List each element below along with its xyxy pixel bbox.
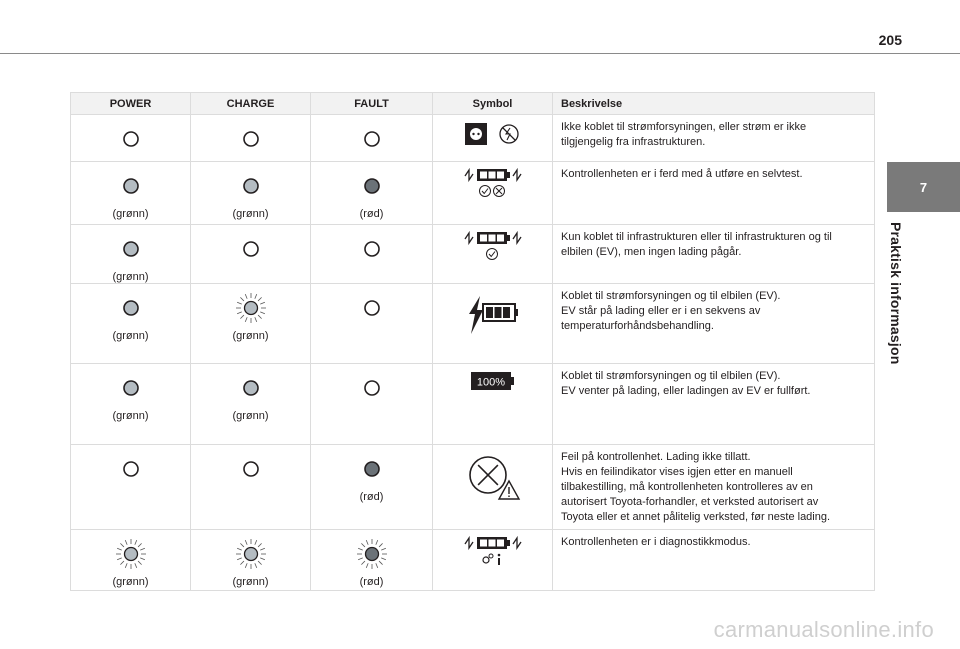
description-line: temperaturforhåndsbehandling. bbox=[561, 320, 714, 332]
fault-cell bbox=[311, 284, 433, 364]
fault-lamp-icon bbox=[356, 372, 388, 404]
symbol-cell bbox=[433, 284, 553, 364]
connected-infra-icon bbox=[463, 231, 523, 263]
symbol-cell bbox=[433, 364, 553, 445]
charge-cell bbox=[191, 445, 311, 530]
table-row bbox=[71, 162, 875, 225]
table-row bbox=[71, 225, 875, 284]
top-rule bbox=[0, 53, 960, 54]
charge-lamp-icon bbox=[235, 123, 267, 155]
watermark: carmanualsonline.info bbox=[713, 617, 934, 642]
page-number: 205 bbox=[878, 32, 902, 48]
charge-lamp-icon bbox=[235, 372, 267, 404]
description-cell bbox=[553, 530, 875, 591]
charge-lamp-icon bbox=[235, 453, 267, 485]
description-line: Koblet til strømforsyningen og til elbilen (EV). bbox=[561, 290, 781, 302]
lamp-color-label: (grønn) bbox=[232, 576, 269, 588]
charge-cell bbox=[191, 162, 311, 225]
lamp-color-label: (grønn) bbox=[112, 410, 149, 422]
fault-cell bbox=[311, 115, 433, 162]
diagnostic-icon bbox=[463, 536, 523, 568]
symbol-cell bbox=[433, 225, 553, 284]
plug-no-power-icon bbox=[461, 121, 525, 149]
battery-full-icon bbox=[469, 370, 517, 392]
table-row bbox=[71, 115, 875, 162]
header-description: Beskrivelse bbox=[553, 93, 875, 115]
battery-percent-text: 100% bbox=[476, 376, 505, 389]
description-line: tilbakestilling, må kontrollenheten kontrolleres av en bbox=[561, 481, 813, 493]
table-header-row bbox=[71, 93, 875, 115]
lamp-color-label: (grønn) bbox=[112, 576, 149, 588]
chapter-tab[interactable] bbox=[887, 162, 960, 212]
lamp-color-label: (grønn) bbox=[232, 208, 269, 220]
description-cell bbox=[553, 225, 875, 284]
charge-lamp-icon bbox=[235, 170, 267, 202]
description-line: elbilen (EV), men ingen lading pågår. bbox=[561, 246, 742, 258]
lamp-color-label: (rød) bbox=[359, 491, 384, 503]
description-line: Kontrollenheten er i ferd med å utføre en selvtest. bbox=[561, 168, 803, 180]
table-row bbox=[71, 364, 875, 445]
fault-cell bbox=[311, 530, 433, 591]
fault-cell bbox=[311, 364, 433, 445]
fault-cell bbox=[311, 445, 433, 530]
lamp-color-label: (grønn) bbox=[112, 330, 149, 342]
power-lamp-icon bbox=[115, 170, 147, 202]
fault-cell bbox=[311, 225, 433, 284]
description-line: autorisert Toyota-forhandler, et verksted autorisert av bbox=[561, 496, 819, 508]
charge-cell bbox=[191, 115, 311, 162]
fault-cell bbox=[311, 162, 433, 225]
description-line: Koblet til strømforsyningen og til elbilen (EV). bbox=[561, 370, 781, 382]
power-lamp-icon bbox=[115, 538, 147, 570]
power-cell bbox=[71, 530, 191, 591]
power-lamp-icon bbox=[115, 292, 147, 324]
table-row bbox=[71, 530, 875, 591]
lamp-color-label: (grønn) bbox=[232, 330, 269, 342]
power-cell bbox=[71, 445, 191, 530]
description-line: Hvis en feilindikator vises igjen etter en manuell bbox=[561, 466, 793, 478]
header-symbol: Symbol bbox=[433, 93, 553, 115]
description-line: Feil på kontrollenhet. Lading ikke tillatt. bbox=[561, 451, 751, 463]
lamp-color-label: (grønn) bbox=[112, 271, 149, 283]
lamp-color-label: (rød) bbox=[359, 208, 384, 220]
lamp-color-label: (grønn) bbox=[232, 410, 269, 422]
fault-lamp-icon bbox=[356, 170, 388, 202]
power-cell bbox=[71, 115, 191, 162]
header-power: POWER bbox=[71, 93, 191, 115]
fault-icon bbox=[463, 451, 523, 503]
charging-icon bbox=[463, 290, 523, 338]
description-cell bbox=[553, 162, 875, 225]
power-lamp-icon bbox=[115, 372, 147, 404]
charge-cell bbox=[191, 530, 311, 591]
power-cell bbox=[71, 162, 191, 225]
description-line: Ikke koblet til strømforsyningen, eller strøm er ikke bbox=[561, 121, 807, 133]
description-cell bbox=[553, 284, 875, 364]
description-line: Kun koblet til infrastrukturen eller til infrastrukturen og til bbox=[561, 231, 832, 243]
fault-lamp-icon bbox=[356, 123, 388, 155]
description-line: Toyota eller et annet pålitelig verksted, før neste lading. bbox=[561, 511, 831, 523]
description-cell bbox=[553, 115, 875, 162]
chapter-title: Praktisk informasjon bbox=[888, 222, 904, 365]
lamp-color-label: (grønn) bbox=[112, 208, 149, 220]
description-line: EV står på lading eller er i en sekvens av bbox=[561, 305, 761, 317]
symbol-cell bbox=[433, 115, 553, 162]
description-line: tilgjengelig fra infrastrukturen. bbox=[561, 136, 706, 148]
table-row bbox=[71, 445, 875, 530]
description-line: EV venter på lading, eller ladingen av EV er fullført. bbox=[561, 385, 811, 397]
power-lamp-icon bbox=[115, 123, 147, 155]
charge-cell bbox=[191, 364, 311, 445]
symbol-cell bbox=[433, 445, 553, 530]
power-lamp-icon bbox=[115, 453, 147, 485]
description-cell bbox=[553, 364, 875, 445]
chapter-number: 7 bbox=[919, 179, 928, 195]
symbol-cell bbox=[433, 530, 553, 591]
header-fault: FAULT bbox=[311, 93, 433, 115]
status-table bbox=[70, 92, 875, 591]
selftest-icon bbox=[463, 168, 523, 200]
symbol-cell bbox=[433, 162, 553, 225]
power-cell bbox=[71, 364, 191, 445]
charge-lamp-icon bbox=[235, 292, 267, 324]
charge-cell bbox=[191, 225, 311, 284]
charge-lamp-icon bbox=[235, 233, 267, 265]
power-lamp-icon bbox=[115, 233, 147, 265]
fault-lamp-icon bbox=[356, 453, 388, 485]
header-charge: CHARGE bbox=[191, 93, 311, 115]
power-cell bbox=[71, 225, 191, 284]
description-cell bbox=[553, 445, 875, 530]
fault-lamp-icon bbox=[356, 233, 388, 265]
fault-lamp-icon bbox=[356, 292, 388, 324]
table-row bbox=[71, 284, 875, 364]
charge-cell bbox=[191, 284, 311, 364]
lamp-color-label: (rød) bbox=[359, 576, 384, 588]
description-line: Kontrollenheten er i diagnostikkmodus. bbox=[561, 536, 751, 548]
power-cell bbox=[71, 284, 191, 364]
fault-lamp-icon bbox=[356, 538, 388, 570]
charge-lamp-icon bbox=[235, 538, 267, 570]
